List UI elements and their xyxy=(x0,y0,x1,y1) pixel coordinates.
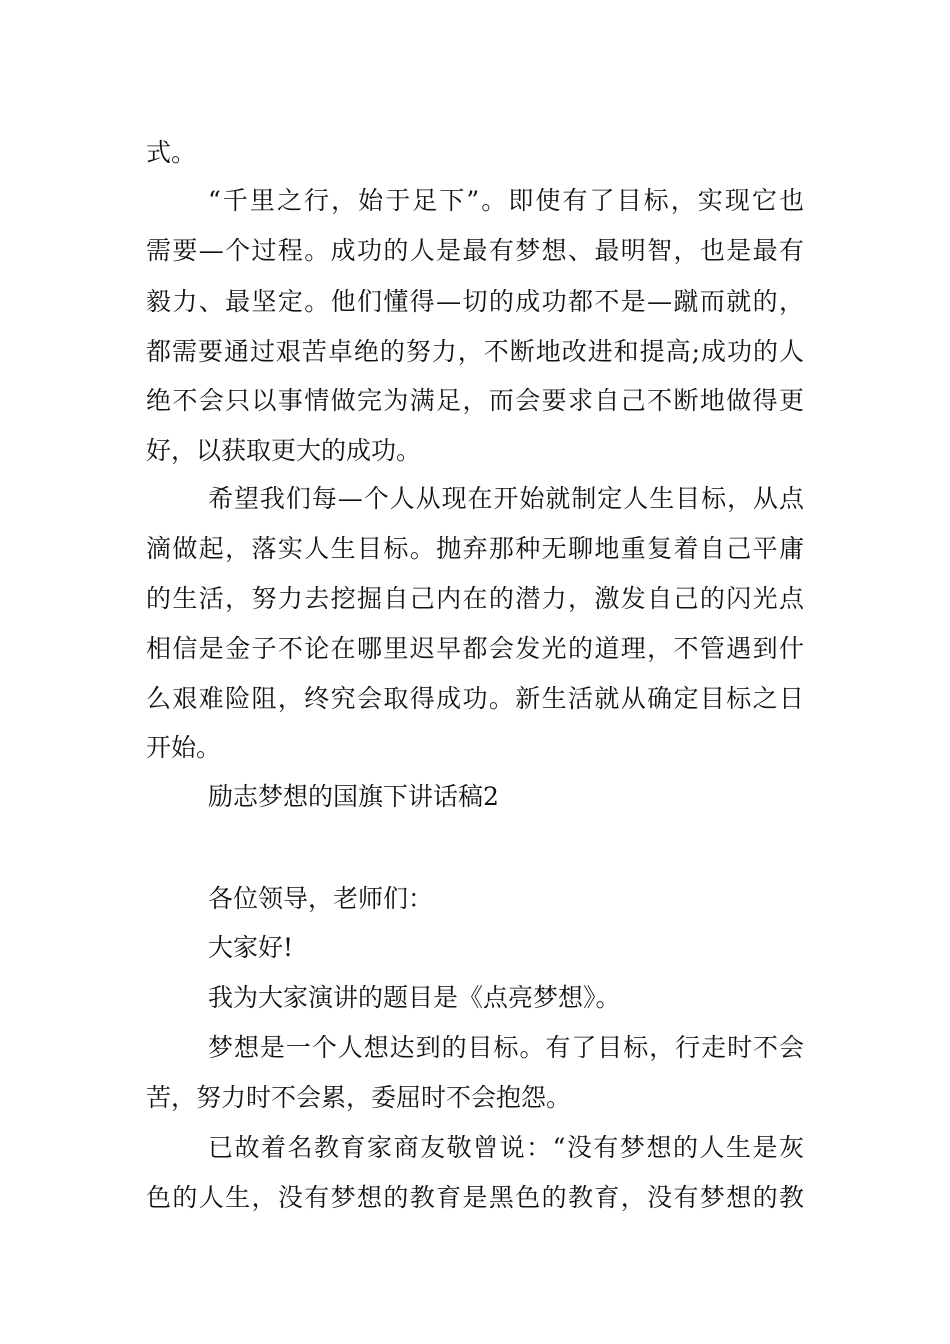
text-line: “千里之行，始于足下”。即使有了目标，实现它也 xyxy=(208,186,804,215)
text-line: 已故着名教育家商友敬曾说：“没有梦想的人生是灰 xyxy=(208,1133,804,1162)
section-heading: 励志梦想的国旗下讲话稿2 xyxy=(208,782,499,811)
text-line: 式。 xyxy=(146,138,197,167)
greeting-line: 大家好! xyxy=(208,933,294,962)
text-line: 滴做起，落实人生目标。抛弃那种无聊地重复着自己平庸 xyxy=(146,534,804,563)
text-line: 绝不会只以事情做完为满足，而会要求自己不断地做得更 xyxy=(146,386,804,415)
text-line: 相信是金子不论在哪里迟早都会发光的道理，不管遇到什 xyxy=(146,634,804,663)
text-line: 苦，努力时不会累，委屈时不会抱怨。 xyxy=(146,1083,572,1112)
text-line: 么艰难险阻，终究会取得成功。新生活就从确定目标之日 xyxy=(146,684,804,713)
text-line: 色的人生，没有梦想的教育是黑色的教育，没有梦想的教 xyxy=(146,1183,804,1212)
text-line: 开始。 xyxy=(146,733,222,762)
text-line: 我为大家演讲的题目是《点亮梦想》。 xyxy=(208,983,621,1012)
text-line: 希望我们每—个人从现在开始就制定人生目标，从点 xyxy=(208,484,804,513)
text-line: 都需要通过艰苦卓绝的努力，不断地改进和提高;成功的人 xyxy=(146,337,804,366)
text-line: 需要—个过程。成功的人是最有梦想、最明智，也是最有 xyxy=(146,236,804,265)
text-line: 的生活，努力去挖掘自己内在的潜力，激发自己的闪光点 xyxy=(146,584,804,613)
text-line: 梦想是一个人想达到的目标。有了目标，行走时不会 xyxy=(208,1033,804,1062)
text-line: 毅力、最坚定。他们懂得—切的成功都不是—蹴而就的， xyxy=(146,287,804,316)
greeting-line: 各位领导，老师们： xyxy=(208,884,434,913)
text-line: 好，以获取更大的成功。 xyxy=(146,436,422,465)
